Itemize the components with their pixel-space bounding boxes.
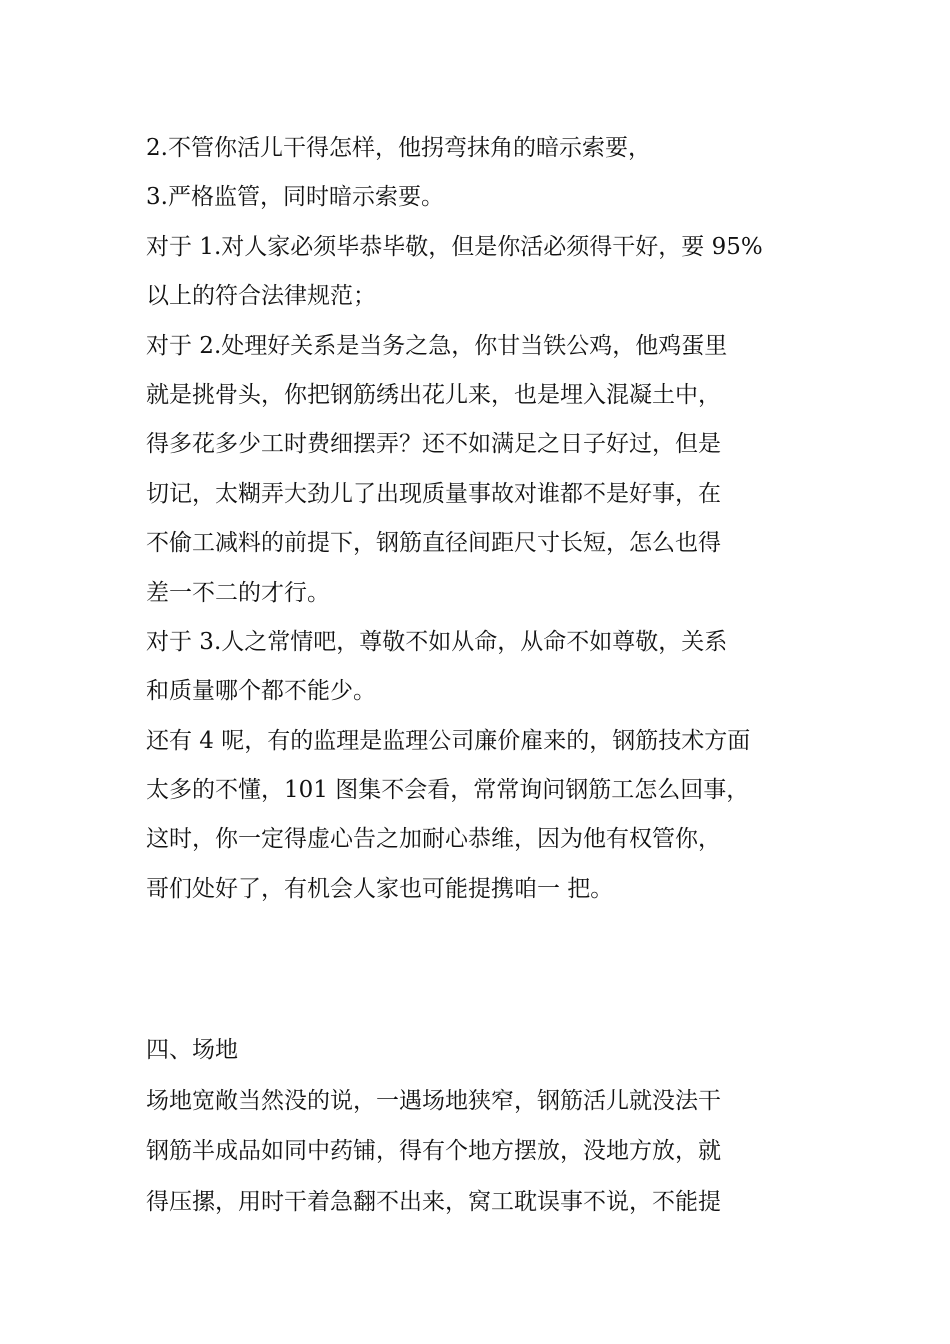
section-2-body (146, 1030, 826, 1232)
body-line: 这时，你一定得虚心告之加耐心恭维，因为他有权管你， (146, 826, 721, 853)
body-line: 2.不管你活儿干得怎样，他拐弯抹角的暗示索要， (146, 135, 651, 161)
body-line: 切记，太糊弄大劲儿了出现质量事故对谁都不是好事，在 (146, 480, 721, 507)
section-heading: 四、场地 (146, 1037, 238, 1063)
body-line: 3.严格监管，同时暗示索要。 (146, 184, 444, 211)
body-line: 不偷工减料的前提下，钢筋直径间距尺寸长短，怎么也得 (146, 530, 721, 557)
body-line: 对于 1.对人家必须毕恭毕敬，但是你活必须得干好，要 95% (146, 233, 763, 260)
body-line: 对于 2.处理好关系是当务之急，你甘当铁公鸡，他鸡蛋里 (146, 332, 728, 359)
body-line: 对于 3.人之常情吧，尊敬不如从命，从命不如尊敬，关系 (146, 628, 728, 655)
body-line: 钢筋半成品如同中药铺，得有个地方摆放，没地方放，就 (146, 1138, 721, 1164)
body-line: 场地宽敞当然没的说，一遇场地狭窄，钢筋活儿就没法干 (146, 1087, 721, 1114)
body-line: 得压摞，用时干着急翻不出来，窝工耽误事不说，不能提 (146, 1188, 721, 1215)
body-line: 就是挑骨头，你把钢筋绣出花儿来，也是埋入混凝土中， (146, 381, 721, 408)
body-line: 和质量哪个都不能少。 (146, 678, 376, 705)
body-line: 哥们处好了，有机会人家也可能提携咱一 把。 (146, 875, 614, 902)
body-line: 还有 4 呢，有的监理是监理公司廉价雇来的，钢筋技术方面 (146, 727, 751, 754)
section-1-body (146, 128, 826, 918)
body-line: 得多花多少工时费细摆弄？还不如满足之日子好过，但是 (146, 431, 721, 458)
body-line: 差一不二的才行。 (146, 579, 330, 606)
body-line: 太多的不懂，101 图集不会看，常常询问钢筋工怎么回事， (146, 777, 750, 804)
body-line: 以上的符合法律规范； (146, 283, 376, 310)
